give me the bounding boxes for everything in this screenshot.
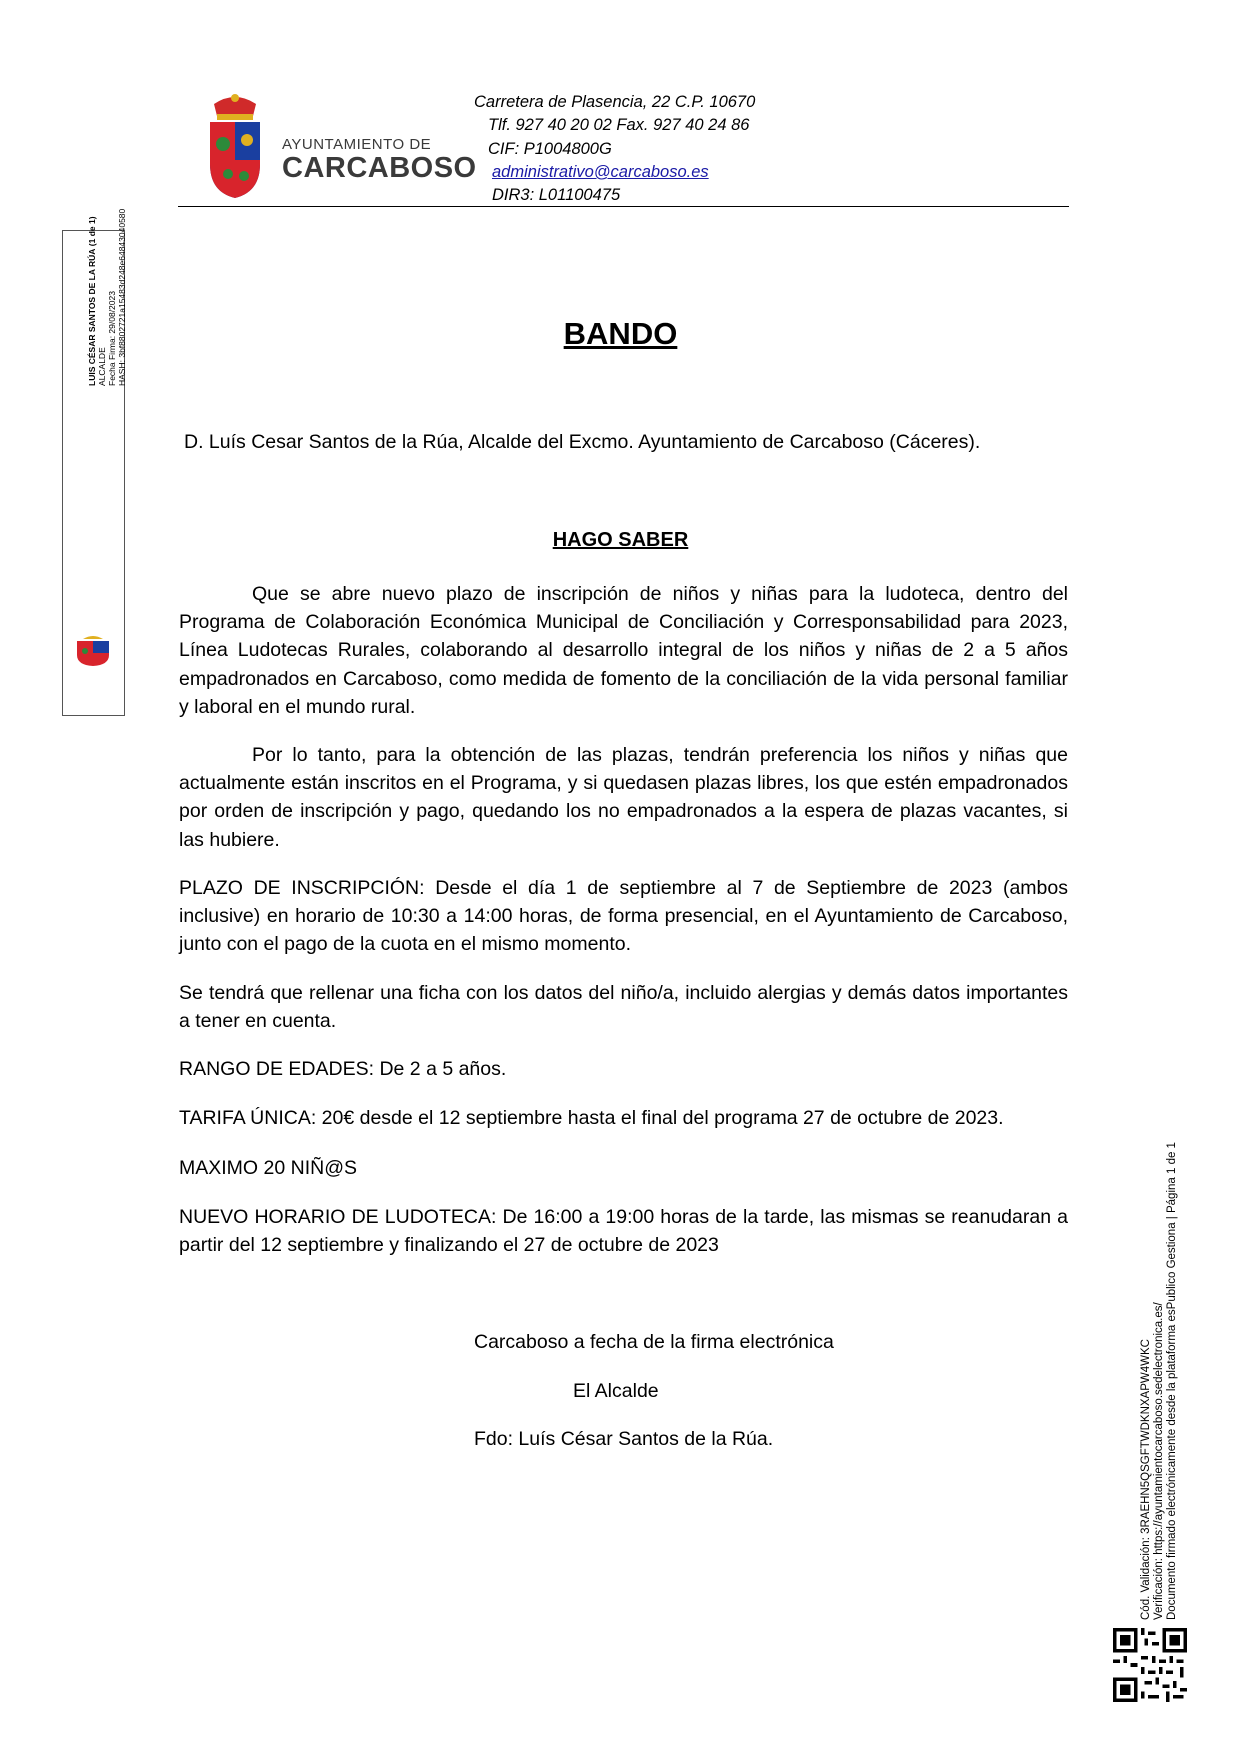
paragraph-maximo: MAXIMO 20 NIÑ@S [179,1157,357,1179]
header-divider [178,206,1069,207]
contact-block [474,91,755,207]
coat-of-arms-small-icon [73,633,113,667]
paragraph-inscripcion: Que se abre nuevo plazo de inscripción de niños y niñas para la ludoteca, dentro del Programa de Colaboración Económica Municipal de Conciliación y Corresponsabilidad para 2023, Línea Ludotecas Rurales, colaborando al desarrollo integral de los niños y niñas de 2 a 5 años empadronados en Carcaboso, como medida de fomento de la conciliación de la vida personal familiar y laboral en el mundo rural. [179,583,1068,718]
paragraph-rango-edades: RANGO DE EDADES: De 2 a 5 años. [179,1058,507,1080]
closing-role: El Alcalde [573,1380,659,1402]
signer-role: ALCALDE [97,347,107,386]
verification-url: Verificación: https://ayuntamientocarcaboso.sedelectronica.es/ [1153,1302,1165,1620]
signature-hash: HASH: 3bf8802721a15483d248e6484304058​0 [117,208,127,386]
signer-name: LUIS CÉSAR SANTOS DE LA RÚA [87,248,97,386]
dir3-line: DIR3: L01100475 [492,186,621,205]
signature-date: Fecha Firma: 29/08/2023 [107,291,117,386]
qr-code-icon[interactable] [1113,1628,1187,1702]
closing-place-date: Carcaboso a fecha de la firma electrónica [474,1331,834,1353]
section-heading: HAGO SABER [552,529,689,551]
paragraph-ficha: Se tendrá que rellenar una ficha con los datos del niño/a, incluido alergias y demás datos importantes a tener en cuenta. [179,982,1068,1033]
paragraph-plazo: PLAZO DE INSCRIPCIÓN: Desde el día 1 de septiembre al 7 de Septiembre de 2023 (ambos inclusive) en horario de 10:30 a 14:00 horas, de forma presencial, en el Ayuntamiento de Carcaboso, junto con el pago de la cuota en el mismo momento. [179,877,1068,956]
address-line: Carretera de Plasencia, 22 C.P. 10670 [474,93,756,111]
signature-stamp [62,208,127,716]
closing-signature: Fdo: Luís César Santos de la Rúa. [474,1428,774,1450]
cif-line: CIF: P1004800G [488,139,612,158]
logo-text-top: AYUNTAMIENTO DE [282,136,432,153]
platform-note: Documento firmado electrónicamente desde la plataforma esPublico Gestiona | Página 1 de 1 [1166,1142,1178,1620]
paragraph-horario: NUEVO HORARIO DE LUDOTECA: De 16:00 a 19:00 horas de la tarde, las mismas se reanudaran a partir del 12 septiembre y finalizando el 27 de octubre de 2023 [179,1206,1068,1257]
municipal-logo [200,92,477,202]
validation-code: Cód. Validación: 3RAEHN5QSGFTWDKNXAPW4WKC [1140,1339,1152,1620]
email-link[interactable]: administrativo@carcaboso.es [492,162,709,181]
logo-text-main: CARCABOSO [282,152,477,184]
document-title: BANDO [563,316,678,351]
signer-page: (1 de 1) [87,216,97,247]
paragraph-tarifa: TARIFA ÚNICA: 20€ desde el 12 septiembre hasta el final del programa 27 de octubre de 2023. [179,1107,1004,1129]
coat-of-arms-icon [206,92,264,200]
phone-fax-line: Tlf. 927 40 20 02 Fax. 927 40 24 86 [488,116,750,135]
paragraph-preferencia: Por lo tanto, para la obtención de las plazas, tendrán preferencia los niños y niñas que actualmente están inscritos en el Programa, y si quedasen plazas libres, los que estén empadronados por orden de inscripción y pago, quedando los no empadronados a la espera de plazas vacantes, si las hubiere. [179,744,1068,851]
intro-line: D. Luís Cesar Santos de la Rúa, Alcalde del Excmo. Ayuntamiento de Carcaboso (Cáceres). [184,431,981,453]
